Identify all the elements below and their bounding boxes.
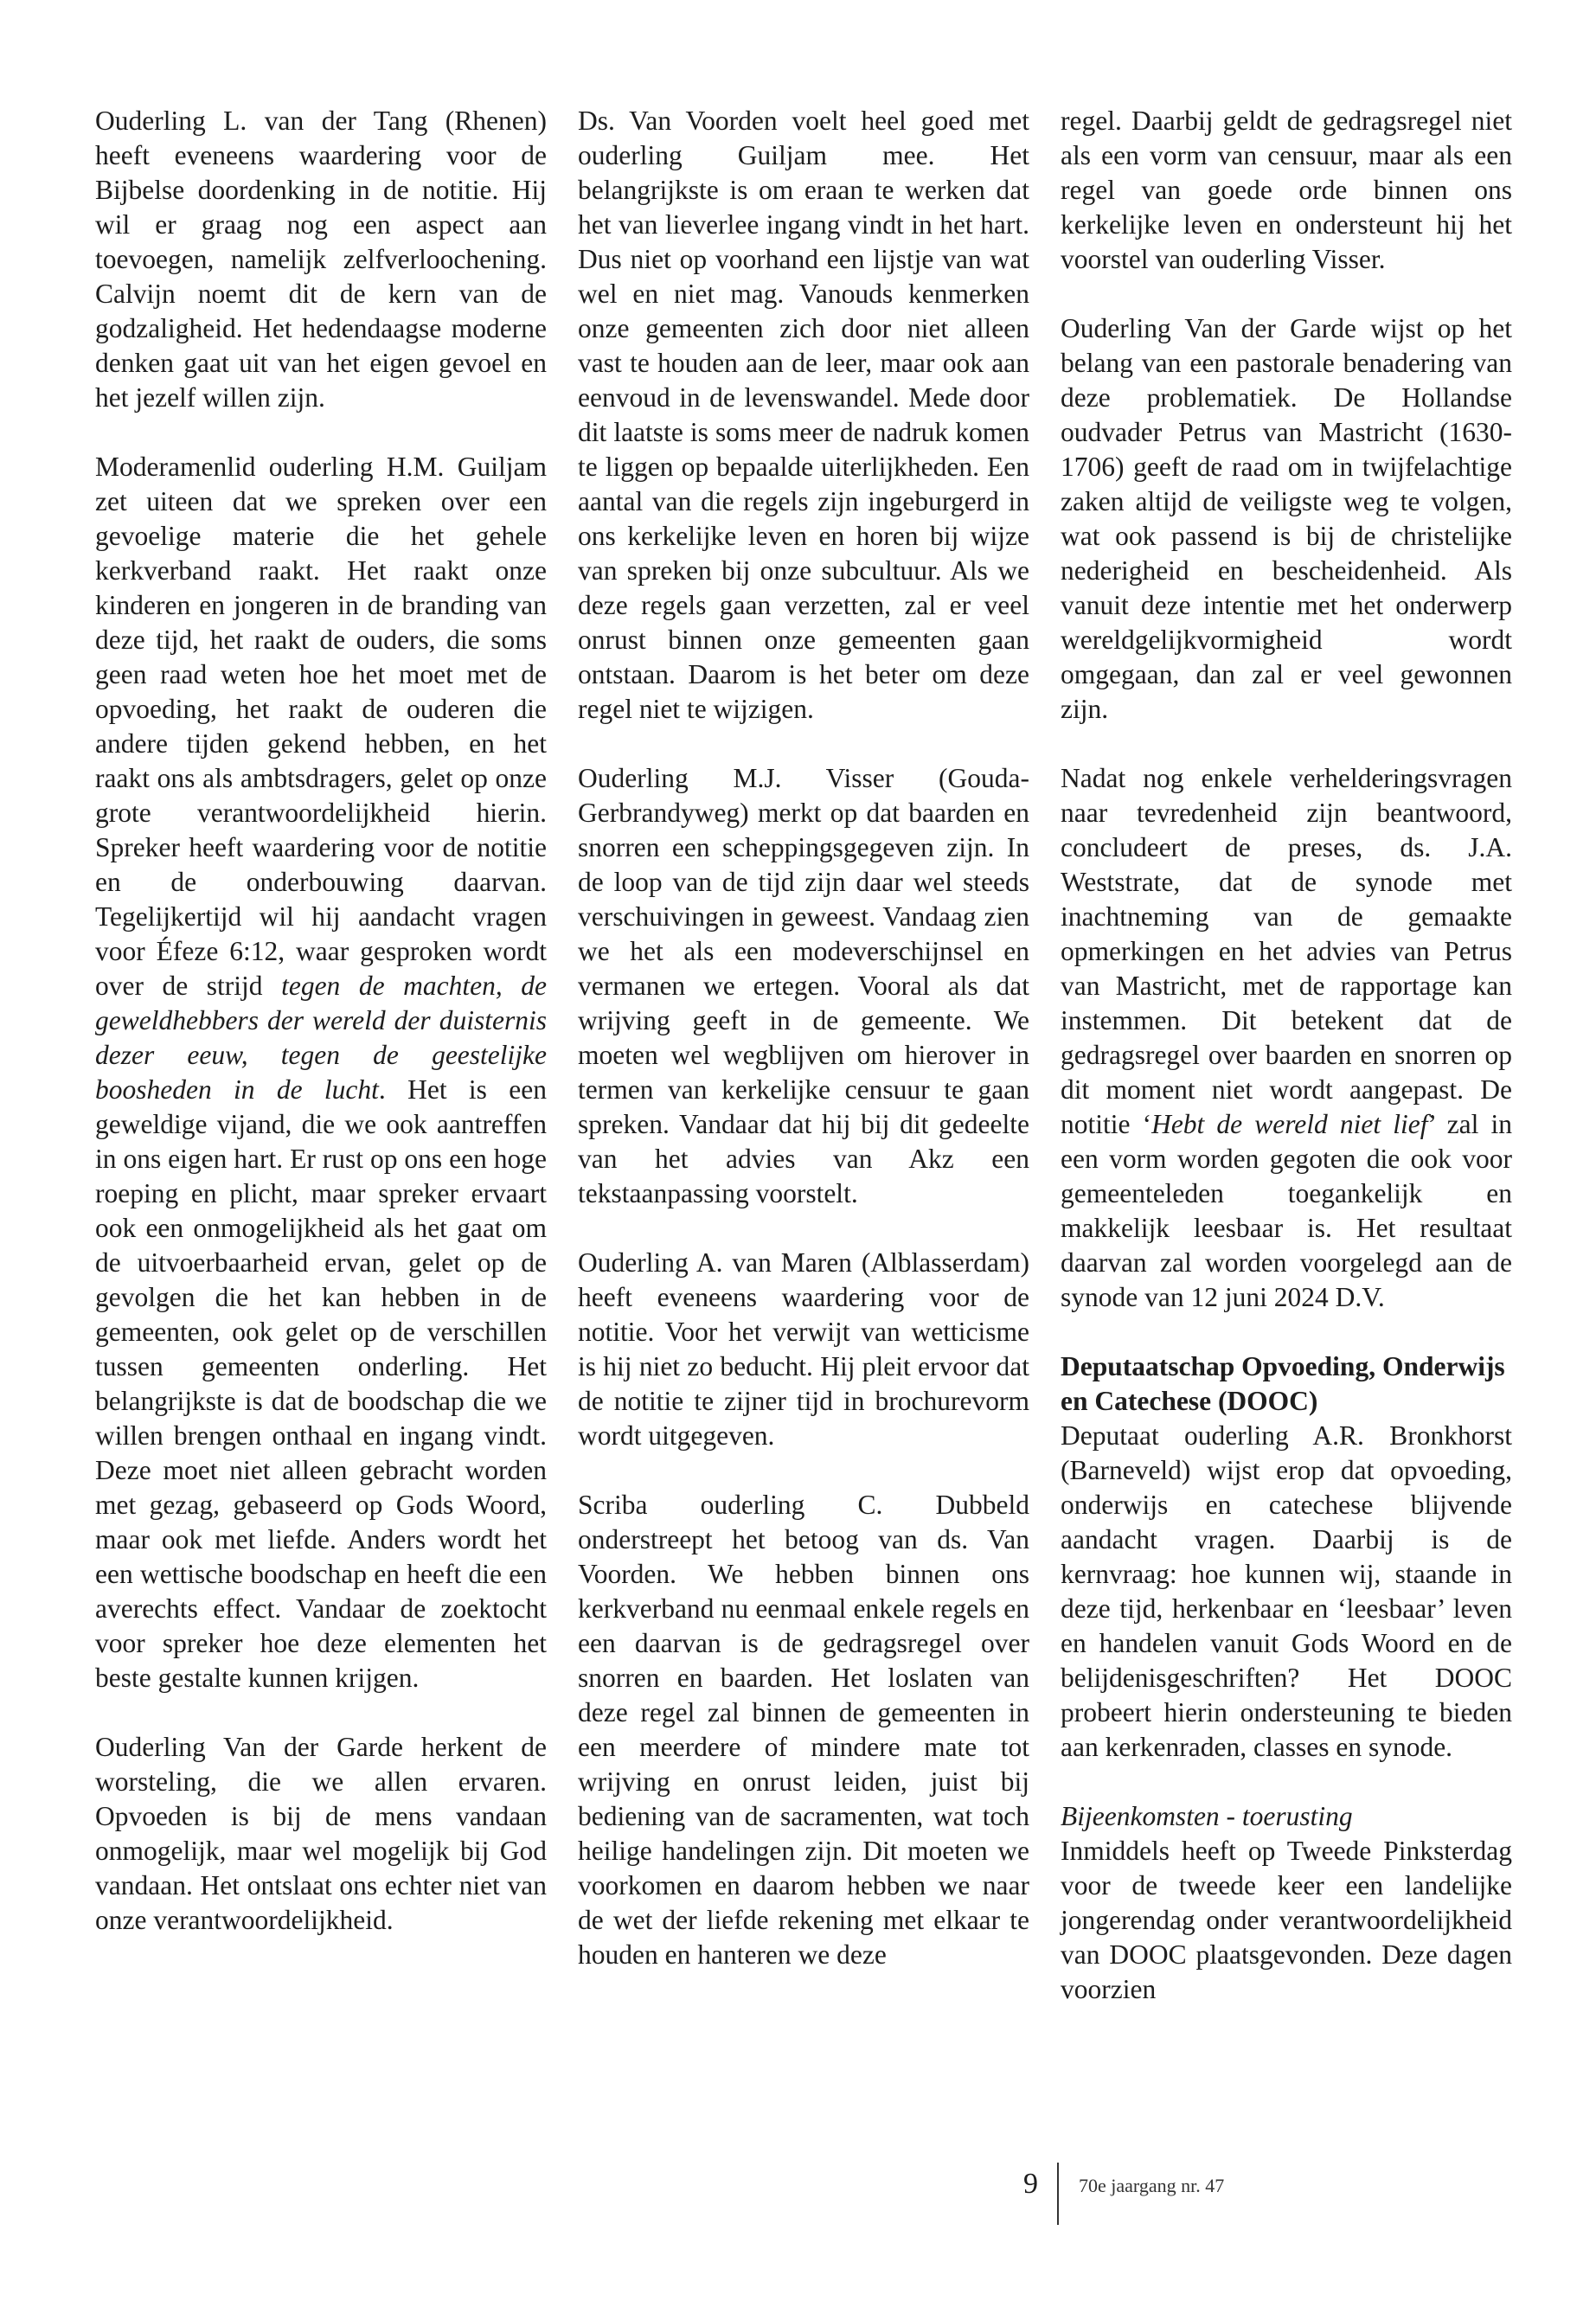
page-number: 9 (1023, 2168, 1038, 2200)
paragraph-guiljam-continued: . Het is een geweldige vijand, die we ook aantreffen in ons eigen hart. Er rust op ons een hoge roeping en plicht, maar spreker ervaart ook een onmogelijkheid als het gaat om de uitvoerbaarheid ervan, gelet op de gevolgen die het kan hebben in de gemeenten, ook gelet op de verschillen tussen gemeenten onderling. Het belangrijkste is dat de boodschap die we willen brengen onthaal en ingang vindt. Deze moet niet alleen gebracht worden met gezag, gebaseerd op Gods Woord, maar ook met liefde. Anders wordt het een wettische boodschap en heeft die een averechts effect. Vandaar de zoektocht voor spreker hoe deze elementen het beste gestalte kunnen krijgen. (95, 1074, 547, 1693)
footer-divider (1057, 2163, 1059, 2225)
paragraph-van-der-tang: Ouderling L. van der Tang (Rhenen) heeft eveneens waardering voor de Bijbelse doordenking in de notitie. Hij wil er graag nog een aspect aan toevoegen, namelijk zelfverloochening. Calvijn noemt dit de kern van de godzaligheid. Het hedendaagse moderne denken gaat uit van het eigen gevoel en het jezelf willen zijn. (95, 106, 547, 413)
paragraph-conclusie (1061, 761, 1512, 1315)
text-column-2 (578, 104, 1029, 1972)
paragraph-van-voorden: Ds. Van Voorden voelt heel goed met ouderling Guiljam mee. Het belangrijkste is om eraan te werken dat het van lieverlee ingang vindt in het hart. Dus niet op voorhand een lijstje van wat wel en niet mag. Vanouds kenmerken onze gemeenten zich door niet alleen vast te houden aan de leer, maar ook aan eenvoud in de levenswandel. Mede door dit laatste is soms meer de nadruk komen te liggen op bepaalde uiterlijkheden. Een aantal van die regels zijn ingeburgerd in ons kerkelijke leven en horen bij wijze van spreken bij onze subcultuur. Als we deze regels gaan verzetten, zal er veel onrust binnen onze gemeenten gaan ontstaan. Daarom is het beter om deze regel niet te wijzigen. (578, 106, 1029, 724)
text-column-1 (95, 104, 547, 1938)
paragraph-bronkhorst: Deputaat ouderling A.R. Bronkhorst (Barneveld) wijst erop dat opvoeding, onderwijs en catechese blijvende aandacht vragen. Daarbij is de kernvraag: hoe kunnen wij, staande in deze tijd, herkenbaar en ‘leesbaar’ leven en handelen vanuit Gods Woord en de belijdenisgeschriften? Het DOOC probeert hierin ondersteuning te bieden aan kerkenraden, classes en synode. (1061, 1420, 1512, 1762)
paragraph-dubbeld: Scriba ouderling C. Dubbeld onderstreept het betoog van ds. Van Voorden. We hebben binnen ons kerkverband nu eenmaal enkele regels en een daarvan is de gedragsregel over snorren en baarden. Het loslaten van deze regel zal binnen de gemeenten in een meerdere of mindere mate tot wrijving en onrust leiden, juist bij bediening van de sacramenten, wat toch heilige handelingen zijn. Dit moeten we voorkomen en daarom hebben we naar de wet der liefde rekening met elkaar te houden en hanteren we deze (578, 1490, 1029, 1970)
paragraph-guiljam (95, 450, 547, 1695)
text-column-3 (1061, 104, 1512, 2007)
paragraph-van-maren: Ouderling A. van Maren (Alblasserdam) heeft eveneens waardering voor de notitie. Voor het verwijt van wetticisme is hij niet zo beducht. Hij pleit ervoor dat de notitie te zijner tijd in brochurevorm wordt uitgegeven. (578, 1247, 1029, 1451)
notitie-title: Hebt de wereld niet lief (1151, 1109, 1428, 1139)
paragraph-van-der-garde-1: Ouderling Van der Garde herkent de worsteling, die we allen ervaren. Opvoeden is bij de mens vandaan onmogelijk, maar wel mogelijk bij God vandaan. Het ontslaat ons echter niet van onze verantwoordelijkheid. (95, 1732, 547, 1935)
paragraph-visser: Ouderling M.J. Visser (Gouda-Gerbrandyweg) merkt op dat baarden en snorren een scheppingsgegeven zijn. In de loop van de tijd zijn daar wel steeds verschuivingen in geweest. Vandaag zien we het als een modeverschijnsel en vermanen we ertegen. Vooral als dat wrijving geeft in de gemeente. We moeten wel wegblijven om hierover in termen van kerkelijke censuur te gaan spreken. Vandaar dat hij bij dit gedeelte van het advies van Akz een tekstaanpassing voorstelt. (578, 763, 1029, 1208)
paragraph-conclusie-continued: ’ zal in een vorm worden gegoten die ook voor gemeenteleden toegankelijk en makkelijk leesbaar is. Het resultaat daarvan zal worden voorgelegd aan de synode van 12 juni 2024 D.V. (1061, 1109, 1513, 1312)
section-heading-dooc: Deputaatschap Opvoeding, Onderwijs en Catechese (DOOC) (1061, 1351, 1505, 1416)
subheading-bijeenkomsten: Bijeenkomsten - toerusting (1061, 1801, 1353, 1831)
paragraph-gedragsregel: regel. Daarbij geldt de gedragsregel niet als een vorm van censuur, maar als een regel van goede orde binnen ons kerkelijke leven en ondersteunt hij het voorstel van ouderling Visser. (1061, 106, 1512, 274)
paragraph-guiljam-text: Moderamenlid ouderling H.M. Guiljam zet uiteen dat we spreken over een gevoelige materie die het gehele kerkverband raakt. Het raakt onze kinderen en jongeren in de branding van deze tijd, het raakt de ouders, die soms geen raad weten hoe het moet met de opvoeding, het raakt de ouderen die andere tijden gekend hebben, en het raakt ons als ambtsdragers, gelet op onze grote verantwoordelijkheid hierin. Spreker heeft waardering voor de notitie en de onderbouwing daarvan. Tegelijkertijd wil hij aandacht vragen voor Éfeze 6:12, waar gesproken wordt over de strijd (95, 452, 547, 1001)
efeze-quote: tegen de machten, de geweldhebbers der wereld der duisternis dezer eeuw, tegen de geestelijke boosheden in de lucht (95, 971, 547, 1105)
paragraph-jongerendag: Inmiddels heeft op Tweede Pinksterdag voor de tweede keer een landelijke jongerendag onder verantwoordelijkheid van DOOC plaatsgevonden. Deze dagen voorzien (1061, 1836, 1512, 2004)
paragraph-conclusie-text: Nadat nog enkele verhelderingsvragen naar tevredenheid zijn beantwoord, concludeert de preses, ds. J.A. Weststrate, dat de synode met inachtneming van de gemaakte opmerkingen en het advies van Petrus van Mastricht, met de rapportage kan instemmen. Dit betekent dat de gedragsregel over baarden en snorren op dit moment niet wordt aangepast. De notitie ‘ (1061, 763, 1512, 1139)
paragraph-van-der-garde-2: Ouderling Van der Garde wijst op het belang van een pastorale benadering van deze problematiek. De Hollandse oudvader Petrus van Mastricht (1630-1706) geeft de raad om in twijfelachtige zaken altijd de veiligste weg te volgen, wat ook passend is bij de christelijke nederigheid en bescheidenheid. Als vanuit deze intentie met het onderwerp wereldgelijkvormigheid wordt omgegaan, dan zal er veel gewonnen zijn. (1061, 313, 1512, 724)
page-footer (0, 2163, 1596, 2214)
issue-label: 70e jaargang nr. 47 (1079, 2175, 1225, 2196)
